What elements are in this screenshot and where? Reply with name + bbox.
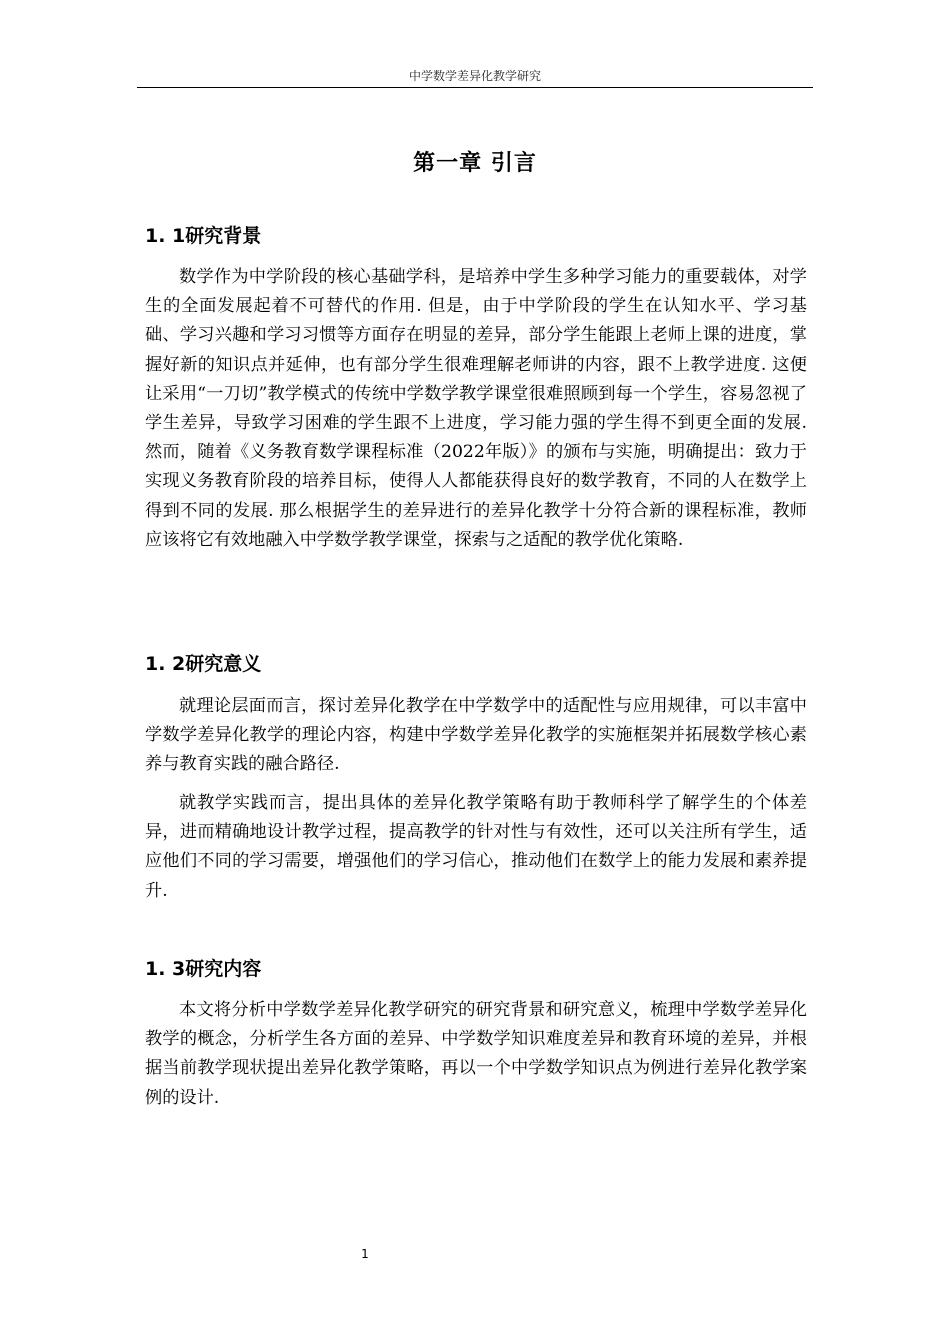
paragraph-practical-significance: 就教学实践而言，提出具体的差异化教学策略有助于教师科学了解学生的个体差异，进而精确地设计教学过程，提高教学的针对性与有效性，还可以关注所有学生，适应他们不同的学习需要，增强他们的学习信心，推动他们在数学上的能力发展和素养提升. bbox=[145, 793, 807, 901]
running-header: 中学数学差异化教学研究 bbox=[408, 69, 541, 83]
paragraph-theoretical-significance: 就理论层面而言，探讨差异化教学在中学数学中的适配性与应用规律，可以丰富中学数学差异化教学的理论内容，构建中学数学差异化教学的实施框架并拓展数学核心素养与教育实践的融合路径. bbox=[145, 696, 807, 775]
chapter-title: 第一章 引言 bbox=[413, 151, 537, 176]
section-heading-background: 1. 1研究背景 bbox=[145, 225, 262, 247]
section-heading-content: 1. 3研究内容 bbox=[145, 958, 262, 980]
page-number: 1 bbox=[361, 1247, 369, 1261]
paragraph-background: 数学作为中学阶段的核心基础学科，是培养中学生多种学习能力的重要载体，对学生的全面发展起着不可替代的作用. 但是，由于中学阶段的学生在认知水平、学习基础、学习兴趣和学习习惯等方面存在明显的差异，部分学生能跟上老师上课的进度，掌握好新的知识点并延伸，也有部分学生很难理解老师讲的内容，跟不上教学进度. 这便让采用“一刀切”教学模式的传统中学数学教学课堂很难照顾到每一个学生，容易忽视了学生差异，导致学习困难的学生跟不上进度，学习能力强的学生得不到更全面的发展. 然而，随着《义务教育数学课程标准（2022年版）》的颁布与实施，明确提出：致力于实现义务教育阶段的培养目标，使得人人都能获得良好的数学教育，不同的人在数学上得到不同的发展. 那么根据学生的差异进行的差异化教学十分符合新的课程标准，教师应该将它有效地融入中学数学教学课堂，探索与之适配的教学优化策略. bbox=[145, 267, 807, 550]
section-heading-significance: 1. 2研究意义 bbox=[145, 653, 262, 675]
paragraph-research-content: 本文将分析中学数学差异化教学研究的研究背景和研究意义，梳理中学数学差异化教学的概念，分析学生各方面的差异、中学数学知识难度差异和教育环境的差异，并根据当前教学现状提出差异化教学策略，再以一个中学数学知识点为例进行差异化教学案例的设计. bbox=[145, 1000, 807, 1108]
header-rule bbox=[137, 87, 813, 88]
